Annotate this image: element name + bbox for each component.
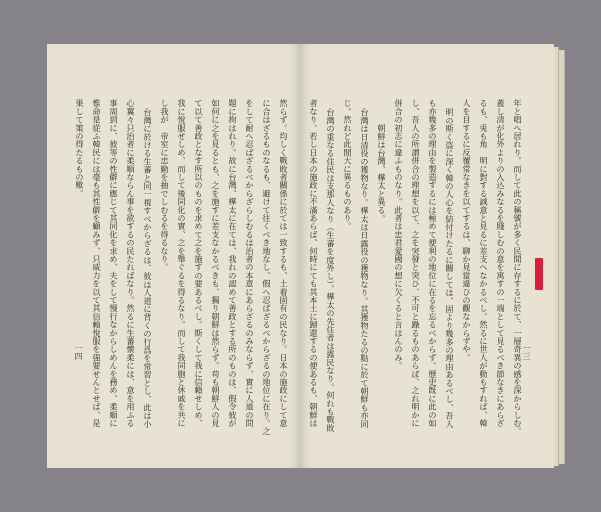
text-column: 事周到に、彼等の性僻に應じて其同化を求め、夫をして慢行なからしめんを務め、柔順に <box>109 99 119 427</box>
text-column: 台灣は日清役の獲物なり。樺太は日露役の獲物なり。其獲物たるの點に於て朝鮮も亦同 <box>360 108 370 428</box>
text-column: 者なり。若し日本の施政に不滿あらば、何時にても其本土に歸還するの便あるも、朝鮮は <box>309 99 319 427</box>
page-number: 一四 <box>74 344 83 360</box>
text-column: じ。然れど此間大に異るものあり。 <box>343 99 353 231</box>
text-column: 台灣の重なる住民は支那人なり（生蕃を度外し）。樺太の先住者は露民なり。何れも戰敗 <box>326 108 336 432</box>
text-column: 朝鮮は台灣、樺太と異る。 <box>377 124 387 223</box>
page-number: 一三 <box>522 344 531 360</box>
text-column: 台灣に於ける生蕃と同一視すべからざるは、彼は人道に背くの行爲を常習とし、此は小 <box>143 108 153 428</box>
text-column: をして耐へ忍ばざるべからざらしむるは治者の本意にあらざるのみならず、實に人道の問 <box>245 99 255 427</box>
text-column: 我に悅服せしめ、而して後同化の實、之を舉ぐるを得るなり。而して我同胞と休戚を共に <box>177 99 187 427</box>
bookmark-ribbon <box>535 258 543 290</box>
right-page-text <box>305 99 526 439</box>
text-column: て以て善政となす所以のものを求めて之を施すの要あるべし。斯くして我に信賴せしめ、 <box>194 99 204 427</box>
text-column: るも、兎も角 明に對する誠意と見るに差支へなかるべし。然るに世人が動もすれば、韓 <box>479 99 489 427</box>
text-column: し、吾人の所謂併合の理想を以て、之を突發と突ひ、不可と躁るものあらば、之れ明かに <box>411 99 421 427</box>
left-page <box>47 44 300 468</box>
left-page-text <box>71 99 292 439</box>
right-page <box>300 44 554 468</box>
text-column: 如何に之を見るとも、之を施すに差支なかるべきも、獨り朝鮮は然らず。苟も朝鮮人の見 <box>211 99 221 427</box>
text-column: 蓋し清が化外よりの入込みなるを賤しむの意を寓すの一端として見るべき節なきにあらざ <box>496 99 506 427</box>
text-column: 人を目するに反覆常なきを以てするは、聊か見當違ひの觀なからずや。 <box>462 99 472 362</box>
text-column: に合はざるものなるも、避けて往くべき地なし、假へ忍ばざるべからざるの地位に在り。之 <box>262 99 272 436</box>
text-column: 題に拘はれり。故に台灣、樺太に在ては、我れの認めて善政とする所のものは、假令彼が <box>228 99 238 427</box>
text-column: 明の斯く盗に深く韓の人心を結付けたるに關しては、固より幾多の理由あるべし、吾人 <box>445 108 455 428</box>
text-column: 年と唱へ居れり。而して此の稱號が多く民間に存するに於て、一層奇異の感を深からしむ。 <box>513 99 523 436</box>
text-column: 心翼々只治者に柔順ならん事を欲するの民たればなり。然るに生蕃懷柔には、意を用ふる <box>126 99 136 427</box>
text-column: も亦幾多の理由を製造するには極めて便利の地位に在るを忘るべからず。歷史旣に此の如 <box>428 99 438 427</box>
text-column: し我が 帝室に忠勤を抽でしむるを得るなり。 <box>160 99 170 272</box>
text-column: 併合の初志に違ふものなり。此者は忠君愛國の想に欠くると言はんのみ。 <box>394 99 404 370</box>
text-column: 然らず。均しく戰敗者關係に於ては一致するも、土着固有の民なり。日本の施政にして意 <box>279 99 289 427</box>
text-column: 果して策の得たるもの歟。 <box>75 99 85 198</box>
text-column: 惟命是從ふ韓民には毫も其性僻を顧みず、只威力を以て其信賴悅服を强要せんとせば、是 <box>92 99 102 427</box>
